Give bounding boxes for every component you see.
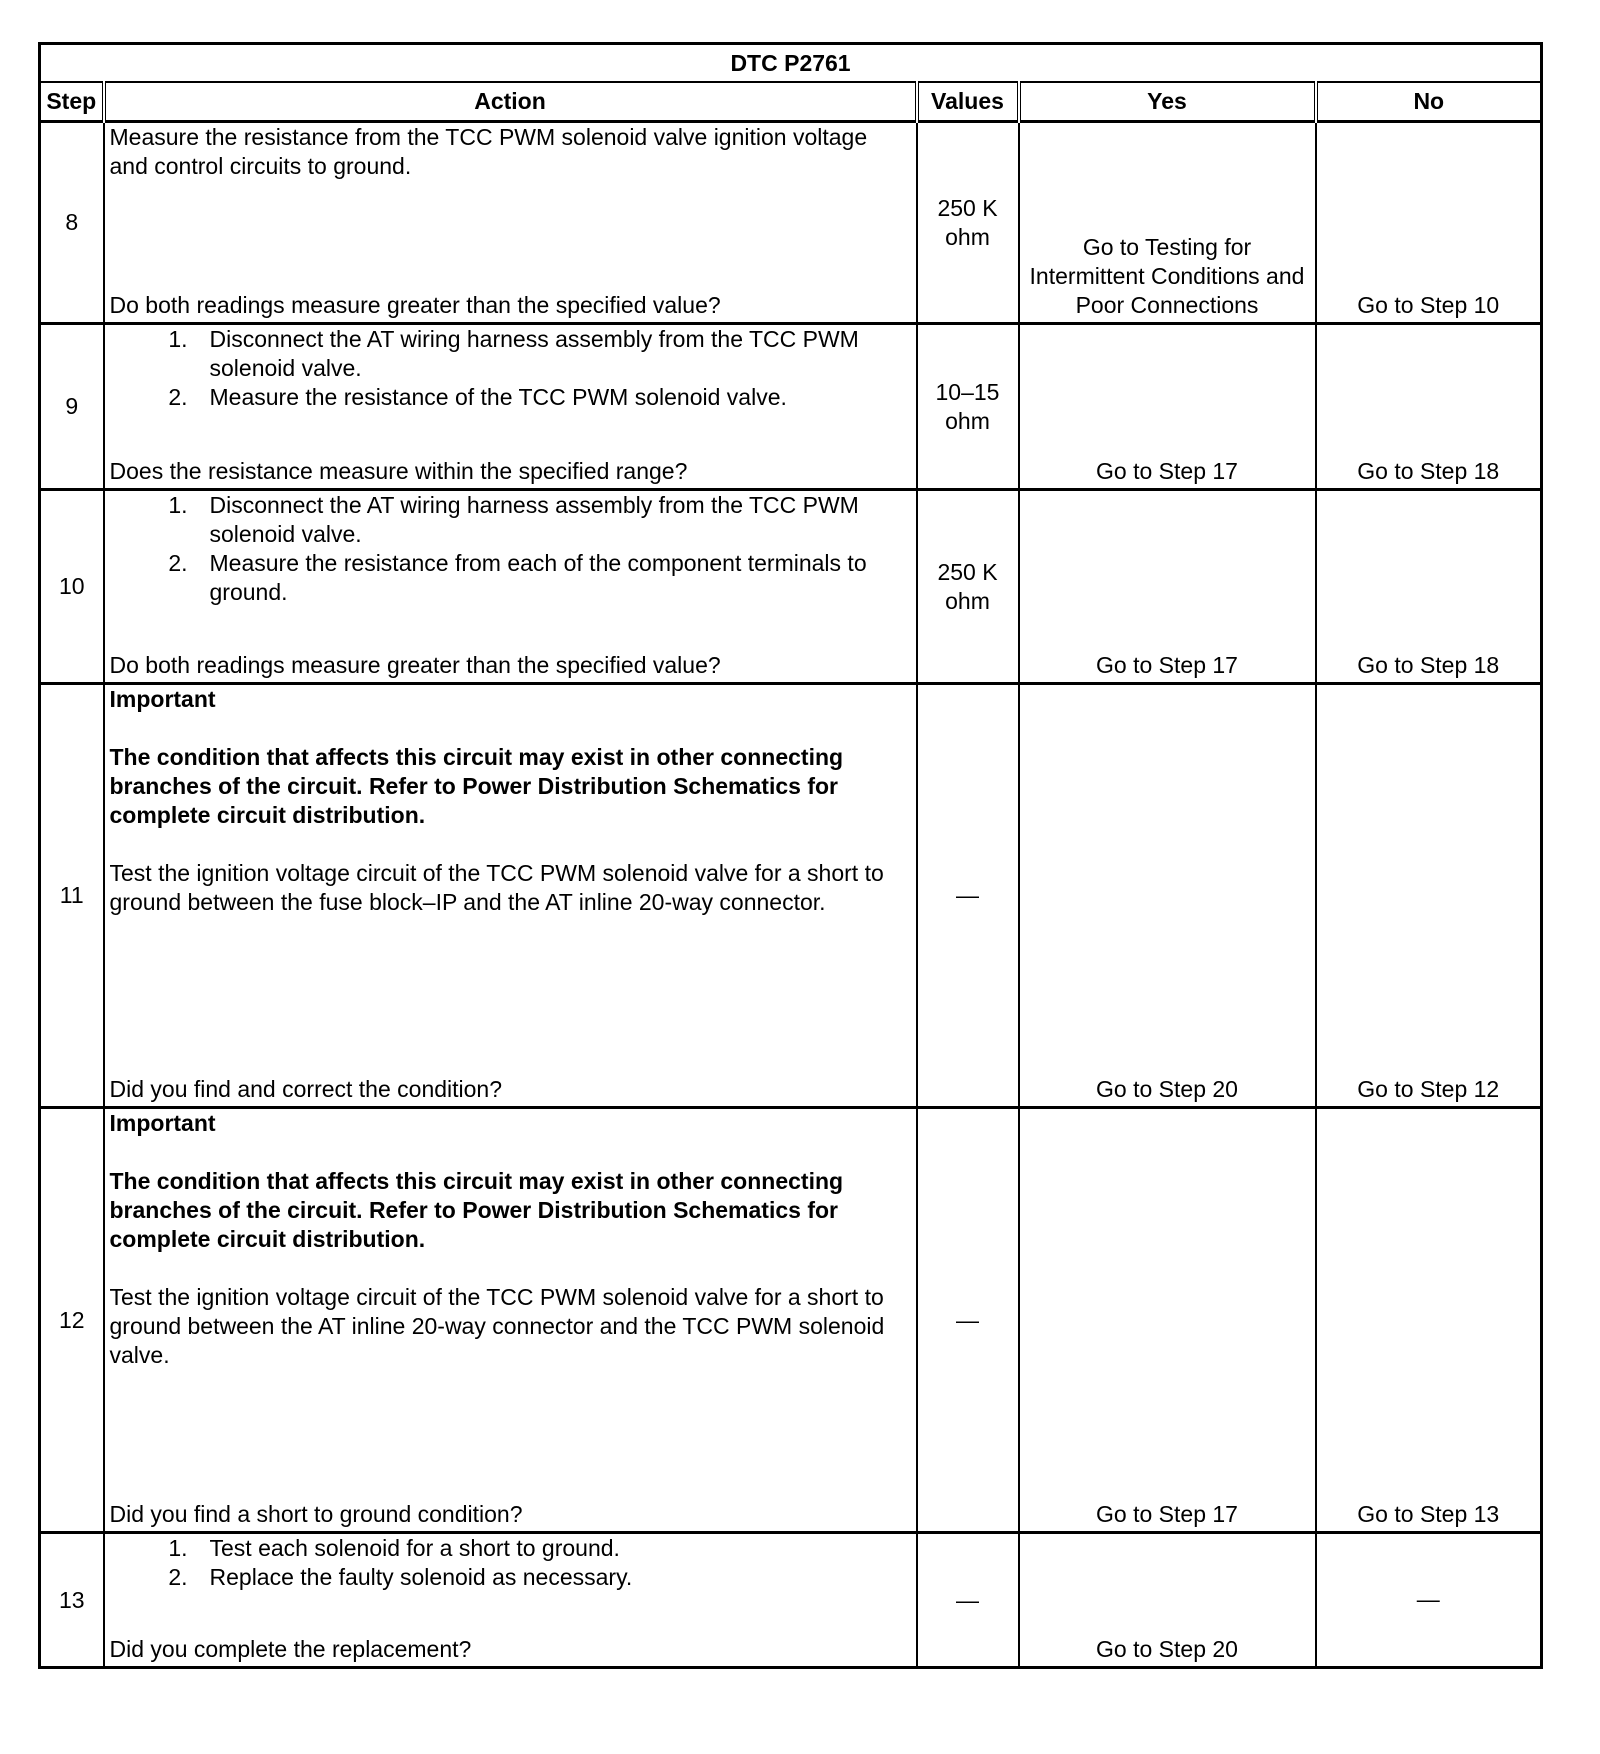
header-yes: Yes — [1019, 82, 1316, 122]
step-number: 11 — [40, 684, 104, 1108]
list-item: 2. Measure the resistance of the TCC PWM solenoid valve. — [168, 384, 787, 410]
values-cell: — — [917, 684, 1019, 1108]
yes-cell: Go to Step 17 — [1019, 1108, 1316, 1533]
action-cell — [104, 490, 917, 684]
action-cell — [104, 1108, 917, 1533]
yes-cell: Go to Step 17 — [1019, 490, 1316, 684]
list-item: 2. Replace the faulty solenoid as necessary. — [168, 1564, 633, 1590]
step-number: 8 — [40, 122, 104, 324]
header-no: No — [1316, 82, 1542, 122]
yes-cell: Go to Step 20 — [1019, 1533, 1316, 1668]
action-intro: Measure the resistance from the TCC PWM solenoid valve ignition voltage and control circuits to ground. — [109, 124, 868, 179]
action-body: Test the ignition voltage circuit of the TCC PWM solenoid valve for a short to ground between the fuse block–IP and the AT inline 20-way connector. — [109, 860, 884, 915]
no-cell: Go to Step 10 — [1316, 122, 1542, 324]
action-question: Does the resistance measure within the specified range? — [109, 458, 688, 484]
action-question: Did you complete the replacement? — [109, 1636, 472, 1662]
list-item: 1. Disconnect the AT wiring harness assembly from the TCC PWM solenoid valve. — [168, 492, 859, 547]
step-number: 10 — [40, 490, 104, 684]
table-title: DTC P2761 — [40, 44, 1542, 83]
important-label: Important — [109, 1110, 216, 1136]
action-question: Did you find and correct the condition? — [109, 1076, 503, 1102]
values-cell: — — [917, 1108, 1019, 1533]
no-cell: Go to Step 18 — [1316, 490, 1542, 684]
no-cell: Go to Step 13 — [1316, 1108, 1542, 1533]
action-steps — [110, 1534, 910, 1592]
table-row — [40, 1533, 1542, 1668]
action-cell — [104, 684, 917, 1108]
table-row — [40, 490, 1542, 684]
important-note: The condition that affects this circuit may exist in other connecting branches of the circuit. Refer to Power Distribution Schematics for complete circuit distribution. — [109, 1168, 844, 1252]
table-row — [40, 684, 1542, 1108]
step-number: 12 — [40, 1108, 104, 1533]
action-steps — [110, 491, 910, 607]
header-values: Values — [917, 82, 1019, 122]
step-number: 13 — [40, 1533, 104, 1668]
header-action: Action — [104, 82, 917, 122]
no-cell: Go to Step 12 — [1316, 684, 1542, 1108]
no-cell: Go to Step 18 — [1316, 324, 1542, 490]
yes-cell: Go to Step 17 — [1019, 324, 1316, 490]
no-cell: — — [1316, 1533, 1542, 1668]
action-question: Did you find a short to ground condition? — [109, 1501, 523, 1527]
yes-cell: Go to Step 20 — [1019, 684, 1316, 1108]
list-item: 1. Disconnect the AT wiring harness assembly from the TCC PWM solenoid valve. — [168, 326, 859, 381]
yes-cell: Go to Testing for Intermittent Conditions and Poor Connections — [1019, 122, 1316, 324]
values-cell: 250 K ohm — [917, 122, 1019, 324]
action-cell — [104, 1533, 917, 1668]
values-cell: — — [917, 1533, 1019, 1668]
values-cell: 250 K ohm — [917, 490, 1019, 684]
action-cell — [104, 122, 917, 324]
list-item: 1. Test each solenoid for a short to ground. — [168, 1535, 620, 1561]
values-cell: 10–15 ohm — [917, 324, 1019, 490]
header-row — [40, 82, 1542, 122]
action-body: Test the ignition voltage circuit of the TCC PWM solenoid valve for a short to ground between the AT inline 20-way connector and the TCC PWM solenoid valve. — [109, 1284, 885, 1368]
important-note: The condition that affects this circuit may exist in other connecting branches of the circuit. Refer to Power Distribution Schematics for complete circuit distribution. — [109, 744, 844, 828]
action-question: Do both readings measure greater than the specified value? — [109, 652, 721, 678]
important-label: Important — [109, 686, 216, 712]
table-row — [40, 1108, 1542, 1533]
action-steps — [110, 325, 910, 412]
action-cell — [104, 324, 917, 490]
step-number: 9 — [40, 324, 104, 490]
header-step: Step — [40, 82, 104, 122]
table-row — [40, 122, 1542, 324]
table-row — [40, 324, 1542, 490]
list-item: 2. Measure the resistance from each of the component terminals to ground. — [168, 550, 867, 605]
diagnostic-table — [38, 42, 1543, 1669]
action-question: Do both readings measure greater than the specified value? — [109, 292, 721, 318]
